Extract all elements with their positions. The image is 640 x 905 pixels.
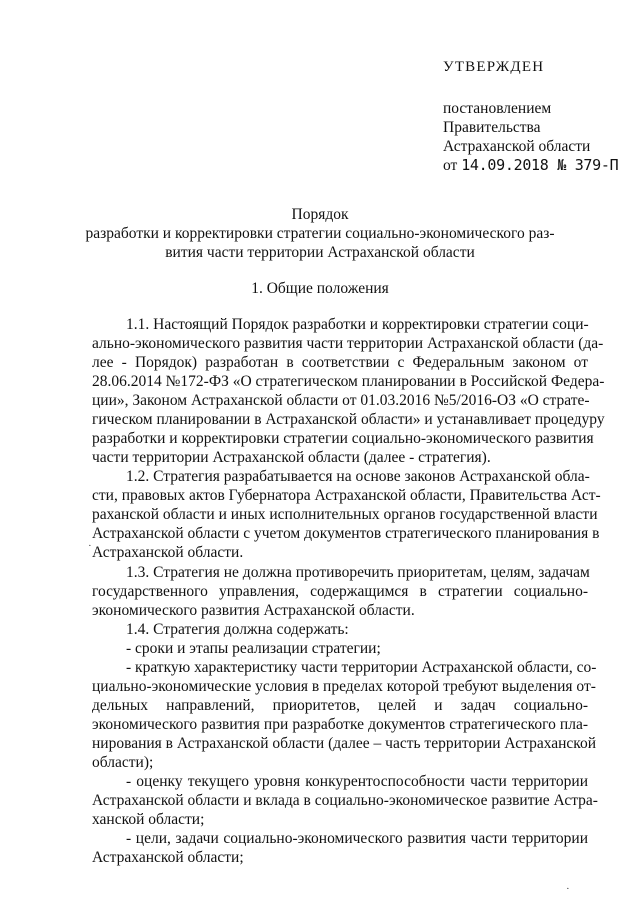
list-item: - цели, задачи социально-экономического развития части территории — [126, 830, 588, 847]
paragraph-line: циально-экономические условия в пределах которой требуют выделения от- — [92, 678, 596, 695]
paragraph-line: государственного управления, содержащимся в стратегии социально- — [92, 583, 588, 600]
paragraph-line: экономического развития при разработке документов стратегического пла- — [92, 716, 588, 733]
paragraph-line: Астраханской области с учетом документов стратегического планирования в — [92, 525, 600, 542]
scan-speck: · — [88, 540, 92, 552]
paragraph-line: 28.06.2014 №172-ФЗ «О стратегическом планировании в Российской Федера- — [92, 373, 605, 390]
paragraph-line: нирования в Астраханской области (далее – часть территории Астраханской — [92, 735, 597, 752]
paragraph-line: сти, правовых актов Губернатора Астраханской области, Правительства Аст- — [92, 487, 601, 504]
paragraph-line: части территории Астраханской области (далее - стратегия). — [92, 449, 491, 466]
approval-line: постановлением — [443, 100, 552, 117]
paragraph-line: 1.3. Стратегия не должна противоречить приоритетам, целям, задачам — [126, 564, 590, 581]
paragraph-line: ции», Законом Астраханской области от 01.03.2016 №5/2016-ОЗ «О страте- — [92, 392, 590, 409]
approval-heading: УТВЕРЖДЕН — [443, 59, 545, 75]
paragraph-line: Астраханской области. — [92, 544, 244, 561]
approval-line: Астраханской области — [443, 138, 591, 155]
list-item: - оценку текущего уровня конкурентоспособности части территории — [126, 773, 588, 790]
paragraph-line: 1.1. Настоящий Порядок разработки и корректировки стратегии соци- — [126, 316, 589, 333]
approval-date-number: 14.09.2018 № 379-П — [461, 156, 619, 174]
paragraph-line: Астраханской области; — [92, 849, 244, 866]
approval-date-line — [443, 156, 618, 175]
approval-date-prefix: от — [443, 157, 458, 174]
scan-speck: · — [566, 883, 570, 895]
paragraph-line: дельных направлений, приоритетов, целей и задач социально- — [92, 697, 588, 714]
document-title: Порядок — [291, 206, 349, 223]
paragraph-line: 1.4. Стратегия должна содержать: — [126, 621, 349, 638]
paragraph-line: Астраханской области и вклада в социально-экономическое развитие Астра- — [92, 792, 598, 809]
document-subtitle-line: разработки и корректировки стратегии социально-экономического раз- — [85, 225, 555, 242]
list-item: - краткую характеристику части территории Астраханской области, со- — [126, 659, 597, 676]
paragraph-line: 1.2. Стратегия разрабатывается на основе законов Астраханской обла- — [126, 468, 590, 485]
paragraph-line: области); — [92, 754, 154, 771]
paragraph-line: ально-экономического развития части территории Астраханской области (да- — [92, 335, 604, 352]
paragraph-line: экономического развития Астраханской области. — [92, 602, 415, 619]
document-subtitle-line: вития части территории Астраханской области — [165, 244, 475, 261]
approval-line: Правительства — [443, 119, 541, 136]
paragraph-line: раханской области и иных исполнительных органов государственной власти — [92, 506, 598, 523]
paragraph-line: гическом планировании в Астраханской области» и устанавливает процедуру — [92, 411, 605, 428]
approval-block — [443, 58, 618, 175]
list-item: - сроки и этапы реализации стратегии; — [126, 640, 381, 657]
paragraph-line: ханской области; — [92, 811, 205, 828]
paragraph-line: разработки и корректировки стратегии социально-экономического развития — [92, 430, 594, 447]
section-heading: 1. Общие положения — [251, 280, 389, 297]
paragraph-line: лее - Порядок) разработан в соответствии с Федеральным законом от — [92, 354, 588, 371]
